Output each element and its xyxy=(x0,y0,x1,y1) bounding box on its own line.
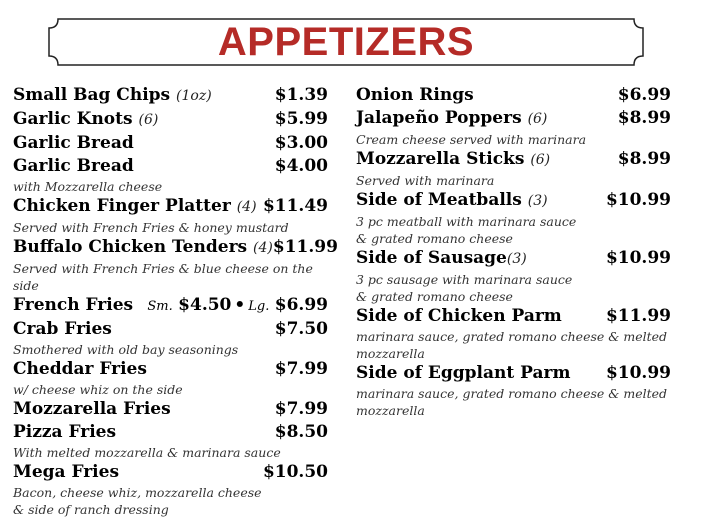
item-price: $8.99 xyxy=(617,108,671,128)
menu-item xyxy=(356,84,671,107)
item-price: $11.99 xyxy=(605,306,671,326)
menu-item xyxy=(356,305,671,362)
item-name: Garlic Bread xyxy=(13,133,134,153)
item-price: $11.49 xyxy=(262,196,328,216)
item-name: Side of Sausage(3) xyxy=(356,248,527,268)
menu-item xyxy=(356,107,671,148)
menu-item xyxy=(13,318,328,358)
item-description: With melted mozzarella & marinara sauce xyxy=(13,445,281,460)
item-name: Side of Chicken Parm xyxy=(356,306,562,326)
item-description-line2: & grated romano cheese xyxy=(356,231,513,246)
item-name: Garlic Knots (6) xyxy=(13,109,159,129)
item-name: Side of Meatballs (3) xyxy=(356,190,548,210)
item-description: marinara sauce, grated romano cheese & melted xyxy=(356,329,668,344)
item-name: Cheddar Fries xyxy=(13,359,147,379)
item-description-line2: & side of ranch dressing xyxy=(13,502,169,517)
menu-item xyxy=(356,247,671,305)
item-description-line2: mozzarella xyxy=(356,346,425,361)
item-price: $3.00 xyxy=(274,133,328,153)
bullet-separator: • xyxy=(234,295,246,315)
item-name: Mega Fries xyxy=(13,462,120,482)
item-name: Buffalo Chicken Tenders (4) xyxy=(13,237,273,257)
item-name: Onion Rings xyxy=(356,85,474,105)
menu-item xyxy=(13,155,328,195)
item-description-line2: mozzarella xyxy=(356,403,425,418)
item-price: $1.39 xyxy=(274,85,328,105)
item-price: $8.50 xyxy=(274,422,328,442)
item-price: $10.99 xyxy=(605,248,671,268)
title-banner xyxy=(48,18,644,66)
item-name: Side of Eggplant Parm xyxy=(356,363,571,383)
item-price: $6.99 xyxy=(617,85,671,105)
item-price: $11.99 xyxy=(272,237,338,257)
item-name: Pizza Fries xyxy=(13,422,117,442)
item-price: $4.00 xyxy=(274,156,328,176)
item-description: w/ cheese whiz on the side xyxy=(13,382,183,397)
item-description: Cream cheese served with marinara xyxy=(356,132,587,147)
menu-item xyxy=(356,148,671,189)
menu-item xyxy=(356,189,671,247)
item-name: Crab Fries xyxy=(13,319,112,339)
menu-item xyxy=(13,132,328,155)
item-price: $10.99 xyxy=(605,190,671,210)
item-name: Garlic Bread xyxy=(13,156,134,176)
item-name: Jalapeño Poppers (6) xyxy=(356,108,548,128)
menu-column-left xyxy=(13,84,338,518)
item-description: Served with French Fries & honey mustard xyxy=(13,220,289,235)
item-price: $10.99 xyxy=(605,363,671,383)
small-price: $4.50 xyxy=(178,295,232,315)
item-name: French Fries xyxy=(13,295,134,315)
menu-item xyxy=(13,398,328,421)
menu-item xyxy=(13,461,328,518)
large-price: $6.99 xyxy=(274,295,328,315)
size-prices xyxy=(147,294,328,318)
menu-item xyxy=(13,195,328,236)
menu-item xyxy=(13,236,338,294)
menu-item xyxy=(13,108,328,132)
item-price: $7.50 xyxy=(274,319,328,339)
large-label: Lg. xyxy=(248,299,270,314)
page-title: APPETIZERS xyxy=(217,19,475,64)
menu-column-right xyxy=(356,84,671,419)
item-description: with Mozzarella cheese xyxy=(13,179,163,194)
item-price: $8.99 xyxy=(617,149,671,169)
item-price: $7.99 xyxy=(274,359,328,379)
item-price: $7.99 xyxy=(274,399,328,419)
item-name: Chicken Finger Platter (4) xyxy=(13,196,257,216)
item-price: $10.50 xyxy=(262,462,328,482)
menu-item-french-fries xyxy=(13,294,328,318)
item-description: Served with French Fries & blue cheese on the side xyxy=(13,261,313,293)
item-description: Bacon, cheese whiz, mozzarella cheese xyxy=(13,485,262,500)
menu-item xyxy=(13,358,328,398)
menu-item xyxy=(13,84,328,108)
item-description-line2: & grated romano cheese xyxy=(356,289,513,304)
item-name: Mozzarella Fries xyxy=(13,399,171,419)
item-name: Small Bag Chips (1oz) xyxy=(13,85,212,105)
item-description: 3 pc sausage with marinara sauce xyxy=(356,272,573,287)
item-description: Served with marinara xyxy=(356,173,495,188)
menu-item xyxy=(356,362,671,419)
small-label: Sm. xyxy=(147,299,173,314)
item-description: 3 pc meatball with marinara sauce xyxy=(356,214,577,229)
item-price: $5.99 xyxy=(274,109,328,129)
item-description: marinara sauce, grated romano cheese & melted xyxy=(356,386,668,401)
item-description: Smothered with old bay seasonings xyxy=(13,342,239,357)
item-name: Mozzarella Sticks (6) xyxy=(356,149,551,169)
menu-item xyxy=(13,421,328,461)
